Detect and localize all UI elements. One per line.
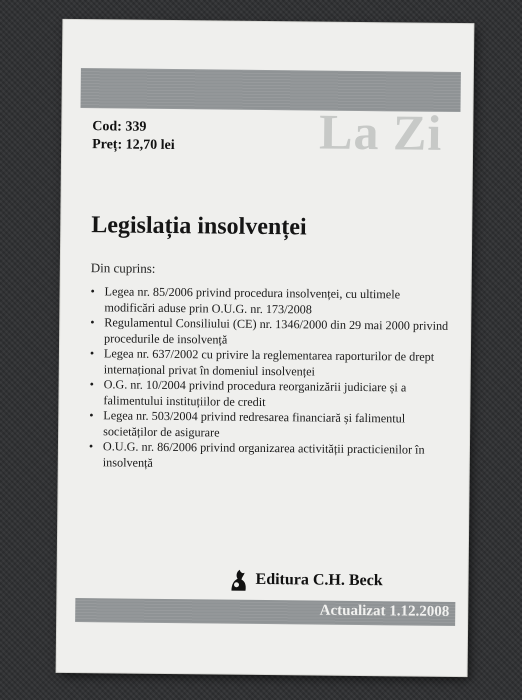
list-item: • O.U.G. nr. 86/2006 privind organizarea activității practicienilor în insolvență xyxy=(89,439,449,474)
updated-date: Actualizat 1.12.2008 xyxy=(319,602,450,620)
list-item: • O.G. nr. 10/2004 privind procedura reorganizării judiciare și a falimentului instituțiilor de credit xyxy=(89,377,449,412)
griffin-logo-icon xyxy=(227,567,249,593)
book-title: Legislația insolvenței xyxy=(91,212,307,241)
bottom-gray-band xyxy=(75,598,455,626)
publisher-name: Editura C.H. Beck xyxy=(255,570,383,590)
contents-list xyxy=(89,284,451,474)
price-label: Preț: xyxy=(92,137,123,153)
price-line xyxy=(92,136,175,155)
price-value: 12,70 lei xyxy=(125,137,175,154)
list-item: • Legea nr. 637/2002 cu privire la reglementarea raporturilor de drept internațional privat în domeniul insolvenței xyxy=(90,346,450,381)
series-logo: La Zi xyxy=(318,103,443,161)
list-item: • Legea nr. 503/2004 privind redresarea financiară și falimentul societăților de asigurare xyxy=(89,408,449,443)
contents-heading: Din cuprins: xyxy=(90,260,156,276)
list-item: • Regulamentul Consiliului (CE) nr. 1346/2000 din 29 mai 2000 privind procedurile de insolvență xyxy=(90,315,450,350)
code-line xyxy=(92,118,175,137)
code-value: 339 xyxy=(125,119,147,135)
list-item: • Legea nr. 85/2006 privind procedura insolvenței, cu ultimele modificări aduse prin O.U.G. nr. 173/2008 xyxy=(90,284,450,319)
code-price-block xyxy=(92,118,175,155)
code-label: Cod: xyxy=(92,119,122,135)
publisher-block xyxy=(227,567,382,595)
book-cover xyxy=(57,20,474,676)
